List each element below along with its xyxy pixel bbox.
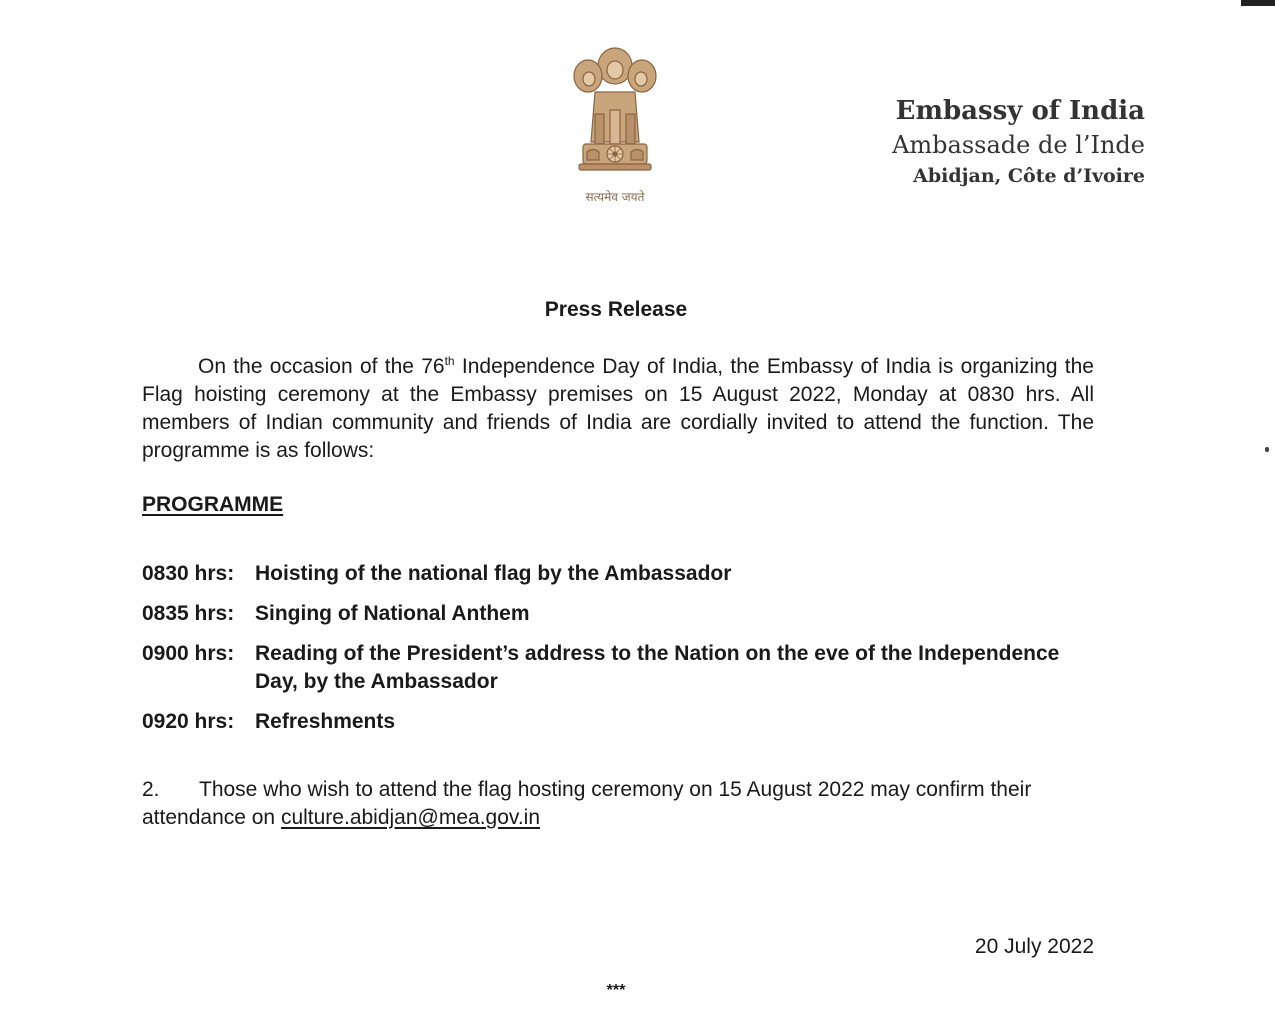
programme-time: 0920 hrs:: [142, 710, 235, 733]
emblem-motto: सत्यमेव जयते: [585, 190, 645, 204]
programme-time: 0835 hrs:: [142, 602, 235, 625]
intro-paragraph: [142, 353, 1094, 465]
document-title: Press Release: [544, 298, 688, 321]
letterhead-address: [892, 94, 1145, 190]
programme-activity: Hoisting of the national flag by the Ambassador: [255, 562, 732, 585]
programme-activity: Reading of the President’s address to the Nation on the eve of the Independence Day, by the Ambassador: [255, 642, 1060, 693]
embassy-location: Abidjan, Côte d’Ivoire: [913, 165, 1145, 187]
embassy-name: Embassy of India: [895, 96, 1145, 126]
programme-time: 0900 hrs:: [142, 642, 235, 665]
intro-text-end: Independence Day of India, the Embassy of India is organizing the Flag hoisting ceremony at the Embassy premises on 15 August 2022, Monday at 0830 hrs. All members of Indian community and friends of India are cordially invited to attend the function. The programme is as follows:: [142, 355, 1094, 462]
programme-heading: PROGRAMME: [142, 493, 284, 516]
programme-time: 0830 hrs:: [142, 562, 235, 585]
lion-capital-icon: [565, 44, 665, 184]
rsvp-text: Those who wish to attend the flag hosting ceremony on 15 August 2022 may confirm their attendance on: [142, 778, 1032, 829]
release-date: 20 July 2022: [974, 935, 1094, 958]
end-marker: ***: [606, 982, 626, 999]
rsvp-paragraph: [142, 776, 1094, 832]
programme-item: [142, 640, 1062, 696]
intro-text-start: On the occasion of the 76: [198, 355, 445, 378]
programme-item: [142, 708, 1062, 736]
national-emblem: [565, 44, 665, 214]
programme-activity: Singing of National Anthem: [255, 602, 530, 625]
embassy-name-french: Ambassade de l’Inde: [892, 131, 1145, 159]
scan-edge-mark: [1241, 0, 1275, 6]
paragraph-number: 2.: [142, 778, 160, 801]
programme-item: [142, 560, 1062, 588]
programme-activity: Refreshments: [255, 710, 396, 733]
ordinal-suffix: th: [444, 354, 455, 368]
programme-item: [142, 600, 1062, 628]
rsvp-email-link[interactable]: culture.abidjan@mea.gov.in: [280, 806, 541, 829]
scan-speck: [1265, 447, 1269, 452]
programme-list: [142, 560, 1062, 748]
